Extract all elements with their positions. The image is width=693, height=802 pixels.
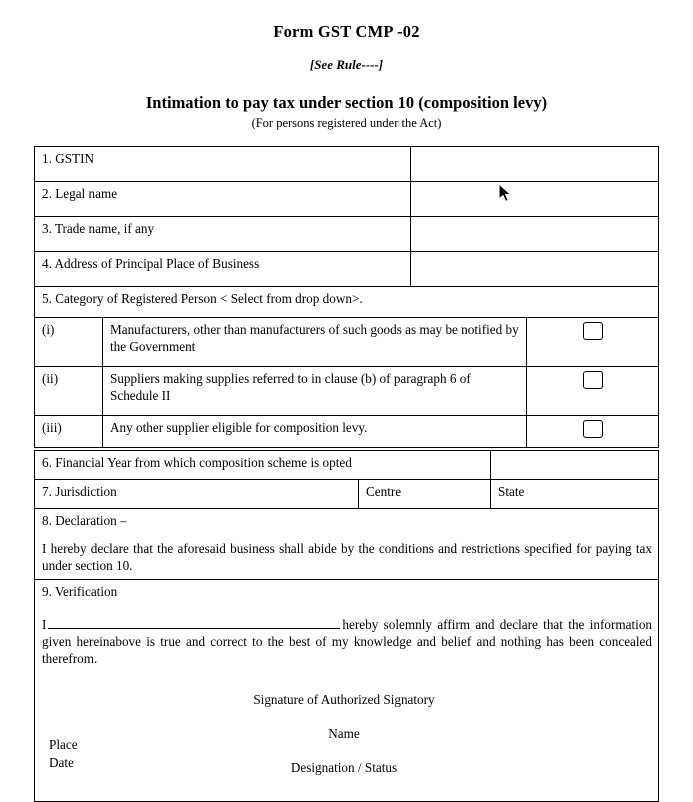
checkbox-option-ii[interactable] [583,371,603,389]
signature-of-authorized-signatory-label: Signature of Authorized Signatory [253,692,435,708]
table-row-trade-name [35,217,659,252]
signature-block-cell [35,671,659,802]
category-option-row-iii [35,416,659,448]
table-row-jurisdiction [35,480,659,509]
form-table-container [34,146,658,802]
legal-name-value-field[interactable] [411,182,659,217]
verification-cell [35,579,659,671]
trade-name-label: 3. Trade name, if any [35,217,411,252]
address-value-field[interactable] [411,252,659,287]
form-table-lower [34,450,659,802]
declarant-name-blank-field[interactable] [48,617,340,629]
table-row-legal-name [35,182,659,217]
option-ii-text: Suppliers making supplies referred to in clause (b) of paragraph 6 of Schedule II [103,367,527,416]
option-ii-number: (ii) [35,367,103,416]
table-row-verification [35,579,659,671]
financial-year-label: 6. Financial Year from which composition scheme is opted [35,451,491,480]
form-code-title: Form GST CMP -02 [273,22,420,41]
table-row-gstin [35,147,659,182]
table-row-address [35,252,659,287]
document-header [0,0,693,131]
address-label: 4. Address of Principal Place of Business [35,252,411,287]
declaration-heading: 8. Declaration – [42,513,127,528]
jurisdiction-state-field[interactable]: State [491,480,659,509]
see-rule-reference: [See Rule----] [309,56,384,72]
jurisdiction-centre-field[interactable]: Centre [359,480,491,509]
category-label: 5. Category of Registered Person < Select from drop down>. [35,287,659,318]
table-row-financial-year [35,451,659,480]
jurisdiction-label: 7. Jurisdiction [35,480,359,509]
signatory-designation-label: Designation / Status [290,760,398,776]
option-i-checkbox-cell[interactable] [527,318,659,367]
verification-heading: 9. Verification [42,583,118,599]
category-option-row-i [35,318,659,367]
checkbox-option-iii[interactable] [583,420,603,438]
declaration-cell [35,509,659,580]
gstin-value-field[interactable] [411,147,659,182]
option-i-number: (i) [35,318,103,367]
date-label: Date [49,755,74,771]
category-options-table [34,317,659,448]
gst-cmp-02-form-table [34,146,659,318]
trade-name-value-field[interactable] [411,217,659,252]
financial-year-value-field[interactable] [491,451,659,480]
table-row-category-header [35,287,659,318]
verification-text-before: I [42,616,47,632]
verification-text-after: hereby solemnly affirm and declare that the information given hereinabove is true and correct to the best of my knowledge and belief and nothing has been concealed therefrom. [42,616,653,666]
place-label: Place [49,737,78,753]
page-subtitle: (For persons registered under the Act) [251,116,442,131]
option-iii-text: Any other supplier eligible for composition levy. [103,416,527,448]
option-iii-checkbox-cell[interactable] [527,416,659,448]
legal-name-label: 2. Legal name [35,182,411,217]
option-i-text: Manufacturers, other than manufacturers of such goods as may be notified by the Government [103,318,527,367]
table-row-signature-block [35,671,659,802]
option-ii-checkbox-cell[interactable] [527,367,659,416]
checkbox-option-i[interactable] [583,322,603,340]
table-row-declaration [35,509,659,580]
signatory-name-label: Name [328,726,360,742]
declaration-body: I hereby declare that the aforesaid business shall abide by the conditions and restrictions specified for paying tax under section 10. [42,540,653,573]
verification-body [42,617,652,668]
page-title: Intimation to pay tax under section 10 (composition levy) [145,93,548,113]
option-iii-number: (iii) [35,416,103,448]
gstin-label: 1. GSTIN [35,147,411,182]
category-option-row-ii [35,367,659,416]
